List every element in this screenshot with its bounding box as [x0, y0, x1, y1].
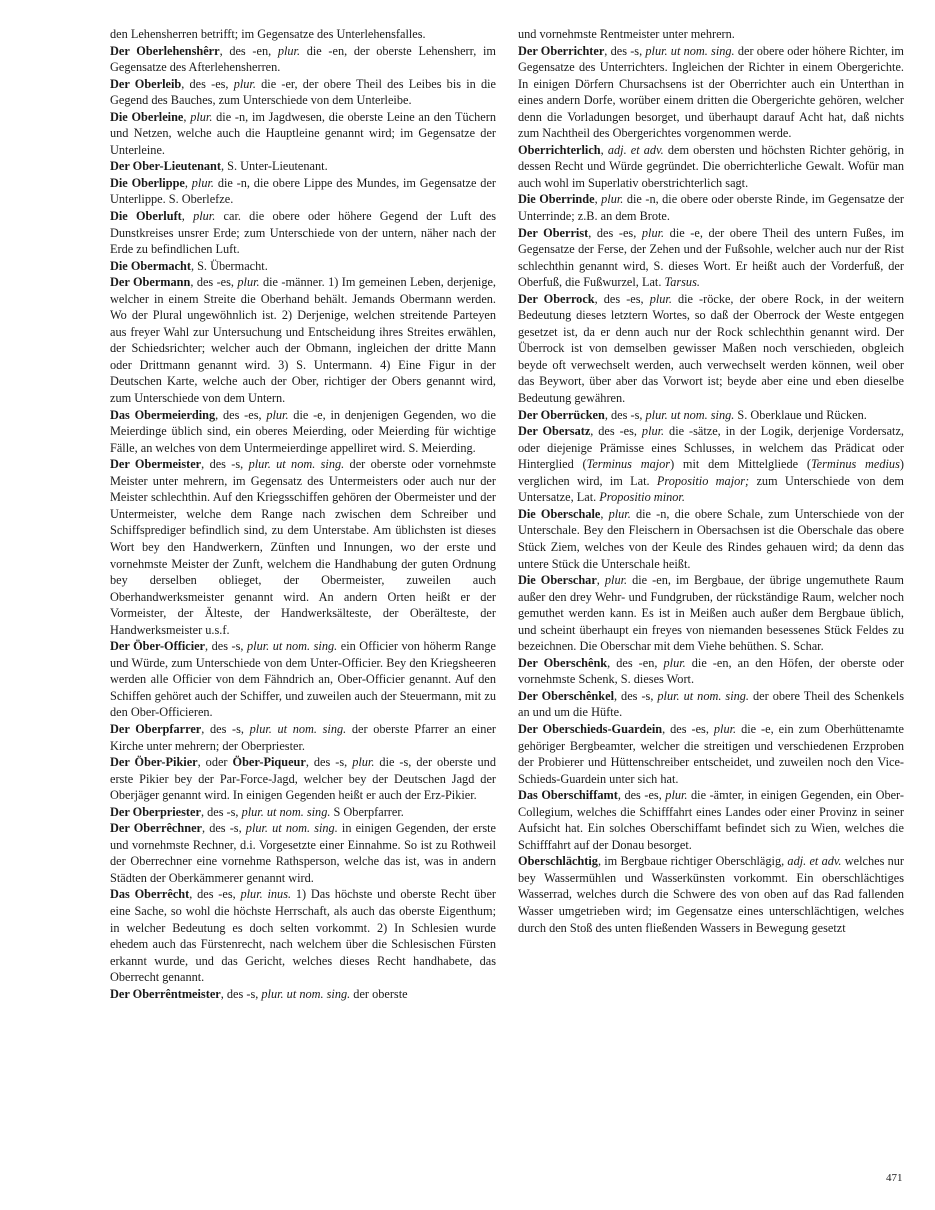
entry-text: die -e, in denjenigen Gegenden, wo die Meierdinge üblich sind, ein oberes Meierding, oder Meierding für wichtige Fälle, an welches von dem Untermeierdinge appelliret wird. S. Meierding.: [110, 407, 496, 455]
entry-text: , des -es,: [594, 291, 650, 306]
entry-text: der obere Theil des Schenkels an und um die Hüfte.: [518, 688, 904, 720]
entry-text: den Lehensherren betrifft; im Gegensatze des Unterlehensfalles.: [110, 27, 426, 41]
entry-text: ,: [183, 109, 191, 124]
entry-text: die -e, ein zum Oberhüttenamte gehöriger Bergbeamter, welcher die streitigen und verschiedenen Erzproben der Probierer und Hüttenschreiber entscheidet, und zuweilen noch den Vice-Schieds-Guardein unter sich hat.: [518, 721, 904, 786]
entry-grammar-note: plur.: [713, 721, 737, 736]
entry-headword: Oberrichterlich: [518, 142, 601, 157]
entry-grammar-note: Terminus major: [586, 457, 671, 472]
dictionary-entry: [110, 109, 496, 159]
entry-text: , des -s,: [202, 821, 246, 836]
dictionary-entry: [110, 986, 496, 1003]
entry-headword: Der Obermann: [110, 275, 191, 290]
entry-text: S. Oberklaue und Rücken.: [734, 407, 867, 422]
dictionary-entry: [518, 225, 904, 291]
entry-text: , des -s,: [613, 688, 658, 703]
entry-text: die -e, der obere Theil des untern Fußes, im Gegensatze der Ferse, der Zehen und der Fußsohle, welcher auch nur der Rist schlechthin genannt wird, S. dieses Wort. Er heißt auch der Vorderfuß, der Oberfuß, die Fußwurzel, Lat.: [518, 225, 904, 290]
dictionary-entry: [518, 655, 904, 688]
entry-text: , des -es,: [588, 225, 642, 240]
entry-grammar-note: plur.: [233, 76, 256, 91]
dictionary-entry: [110, 258, 496, 275]
entry-text: ,: [596, 573, 605, 588]
entry-grammar-note: plur. ut nom. sing.: [657, 688, 749, 703]
entry-headword: Die Oberlippe: [110, 175, 185, 190]
dictionary-entry: [518, 423, 904, 506]
entry-grammar-note: plur.: [641, 225, 665, 240]
entry-grammar-note: plur.: [608, 506, 631, 521]
entry-text: , des -s,: [200, 804, 242, 819]
entry-text: ,: [594, 192, 602, 207]
dictionary-entry: [110, 76, 496, 109]
entry-grammar-note: Tarsus.: [664, 275, 700, 290]
entry-text: die -en, der oberste Lehensherr, im Gegensatze des Afterlehensherren.: [110, 43, 496, 75]
entry-grammar-note: plur. ut nom. sing.: [645, 407, 735, 422]
entry-headword: Der Ober-Lieutenant: [110, 159, 221, 174]
entry-text: die -n, die obere Lippe des Mundes, im Gegensatze der Unterlippe. S. Oberlefze.: [110, 175, 496, 207]
entry-text: , im Bergbaue richtiger Oberschlägig,: [597, 854, 788, 869]
dictionary-entry: [110, 43, 496, 76]
entry-text: ein Officier von höherm Range und Würde, zum Unterschiede von dem Unter-Officier. Bey den Kriegsheeren werden alle Officier von dem Fähndrich an, Ober-Officier genannt. Auf den Schiffen gehöret auch der Schiffer, und zuweilen auch der Steuermann, mit zu den Ober-Officieren.: [110, 639, 496, 720]
entry-grammar-note: plur.: [665, 788, 688, 803]
entry-headword: Der Oberpfarrer: [110, 721, 202, 736]
entry-grammar-note: plur.: [191, 175, 214, 190]
entry-headword: Der Oberleib: [110, 76, 182, 91]
entry-text: , des -s,: [201, 721, 250, 736]
entry-text: ,: [181, 209, 194, 224]
dictionary-entry: [518, 191, 904, 224]
dictionary-entry: [110, 754, 496, 804]
entry-grammar-note: adj. et adv.: [787, 854, 842, 869]
entry-grammar-note: plur.: [601, 192, 624, 207]
entry-headword: Der Oberrist: [518, 225, 589, 240]
entry-text: die -röcke, der obere Rock, in der weitern Bedeutung dieses letztern Wortes, so daß der Oberrock der Weste entgegen gesetzet ist, da er denn auch nur der Rock schlechthin genannt wird. Der Überrock ist von demselben gewisser Maßen noch verschieden, obgleich beyde oft verwechselt werden, auch verwechselt werden können, weil ober das Beywort, über aber das Vorwort ist; beyde aber eine und eben dieselbe Bedeutung gewähren.: [518, 291, 905, 406]
entry-headword: Der Obersatz: [518, 424, 591, 439]
entry-headword: Der Oberrichter: [518, 43, 605, 58]
entry-grammar-note: plur.: [663, 655, 686, 670]
entry-grammar-note: plur. ut nom. sing.: [247, 639, 338, 654]
entry-text: ,: [184, 175, 192, 190]
entry-grammar-note: plur. ut nom. sing.: [249, 721, 347, 736]
entry-text: , des -s,: [205, 639, 248, 654]
entry-grammar-note: adj. et adv.: [607, 142, 664, 157]
entry-text: die -en, an den Höfen, der oberste oder vornehmste Schenk, S. dieses Wort.: [518, 655, 905, 687]
entry-text: car. die obere oder höhere Gegend der Luft des Dunstkreises unsrer Erde; zum Unterschiede von der untern, näher nach der Erde zu befindlichen Luft.: [110, 209, 496, 257]
entry-headword: Der Oberschênk: [518, 655, 608, 670]
entry-grammar-note: plur.: [193, 209, 216, 224]
entry-text: , des -es,: [617, 788, 666, 803]
entry-headword: Das Oberschiffamt: [518, 788, 618, 803]
entry-grammar-note: plur. ut nom. sing.: [241, 804, 331, 819]
entry-grammar-note: plur. ut nom. sing.: [245, 821, 338, 836]
entry-headword: Die Oberluft: [110, 209, 182, 224]
dictionary-entry: [518, 142, 904, 192]
entry-text: der oberste Pfarrer an einer Kirche unter mehrern; der Oberpriester.: [110, 721, 496, 753]
entry-grammar-note: Propositio major;: [656, 473, 750, 488]
entry-text: der oberste oder vornehmste Meister unter mehrern, im Gegensatz des Untermeisters oder auch nur der Meister schlechthin. Auf den Kriegsschiffen gehören der Obermeister und der Untermeister, welche dem Range nach zwischen dem Schreiber und Schiffsprediger befindlich sind, zu dem Unterstabe. Am üblichsten ist dieses Wort bey den Handwerkern, Zünften und Innungen, wo der erste und vornehmste Meister der Zunft, welchem die Handhabung der guten Ordnung bey derselben oblieget, der Obermeister, zuweilen auch Oberhandwerksmeister genannt wird. An andern Orten heißt er der Vormeister, der Älteste, der Handwerksälteste, der Oberälteste, der Handwerksmeister u.s.f.: [110, 457, 496, 637]
entry-text: die -ämter, in einigen Gegenden, ein Ober-Collegium, welches die Schifffahrt eines Landes oder einer Provinz in seiner Aufsicht hat. Ein solches Oberschiffamt befindet sich zu Wien, welches die Schifffahrt auf der Donau besorget.: [518, 788, 904, 852]
page-number: 471: [886, 1172, 903, 1184]
dictionary-entry: [518, 721, 904, 787]
dictionary-entry: [518, 787, 904, 853]
entry-text: in einigen Gegenden, der erste und vornehmste Rechner, d.i. Vorgesetzte einer Einnahme. So ist zu Rothweil der Oberrechner eine vornehme Rathsperson, welche das ist, was in andern Städten der Oberkämmerer genannt wird.: [110, 821, 497, 885]
left-column: [110, 26, 496, 1002]
dictionary-entry: [110, 886, 496, 985]
entry-headword: Der Oberrêchner: [110, 821, 202, 836]
entry-headword: Das Obermeierding: [110, 407, 216, 422]
dictionary-entry: [110, 274, 496, 406]
entry-text: ) verglichen wird, im Lat.: [518, 457, 904, 488]
entry-text: , des -es,: [215, 407, 267, 422]
entry-headword: Der Oberrêntmeister: [110, 986, 221, 1001]
entry-headword: Der Oberschieds-Guardein: [518, 721, 663, 736]
entry-grammar-note: Propositio minor.: [599, 490, 685, 505]
entry-text: der oberste: [350, 986, 408, 1001]
entry-text: die -männer. 1) Im gemeinen Leben, derjenige, welcher in einem Streite die Oberhand behält. Jemands Obermann werden. Wo der Plural ungewöhnlich ist. 2) Derjenige, welchen streitende Parteyen aus freyer Wahl zur Untersuchung und Entscheidung ihres Streites erwählen, der Schiedsrichter; welcher auch der Obmann, ingleichen der dritte Mann oder Drittmann genannt wird. 3) S. Untermann. 4) Eine Figur in der Deutschen Karte, welche auch der Ober, richtiger der Obers genannt wird, zum Unterschiede von dem Untern.: [110, 275, 496, 406]
entry-headword: Das Oberrêcht: [110, 887, 190, 902]
entry-text: , des -s,: [604, 43, 646, 58]
entry-text: , des -es,: [190, 275, 238, 290]
entry-headword: Der Oberschênkel: [518, 688, 614, 703]
entry-headword: Der Öber-Pikier: [110, 755, 198, 770]
entry-text: die -n, im Jagdwesen, die oberste Leine an den Tüchern und Netzen, welche auch die Hauptleine genannt wird; im Gegensatze der Unterleine.: [110, 109, 496, 157]
entry-grammar-note: plur.: [277, 43, 301, 58]
entry-grammar-note: plur.: [266, 407, 289, 422]
entry-text: welches nur bey Wassermühlen und Wasserkünsten vorkommt. Ein oberschlächtiges Wasserrad, welches durch die Schwere des von oben auf das Rad fallenden Wasser umgetrieben wird; im Gegensatze eines unterschlächtigen, welches durch den Stoß des unten fließenden Wassers in Bewegung gesetzt: [518, 854, 904, 935]
entry-headword: Der Öber-Officier: [110, 639, 206, 654]
entry-text: zum Unterschiede von dem Untersatze, Lat.: [518, 473, 904, 505]
entry-grammar-note: plur.: [641, 424, 665, 439]
entry-text: die -n, die obere oder oberste Rinde, im Gegensatze der Unterrinde; z.B. an dem Brote.: [518, 192, 904, 224]
dictionary-entry: [518, 407, 904, 424]
entry-text: die -en, im Bergbaue, der übrige ungemuthete Raum außer den drey Wehr- und Fundgruben, der rückständige Raum, welcher noch gemuthet werden kann. Es ist in Meißen auch außer dem Bergbaue üblich, und scheint überhaupt ein freyes von niemanden besessenes Stück Feldes zu bezeichnen. Die Oberschar mit dem Viehe behüthen. S. Schar.: [518, 573, 904, 654]
entry-text: ,: [600, 506, 609, 521]
entry-text: die -sätze, in der Logik, derjenige Vordersatz, oder diejenige Prämisse eines Schlusses, in welchem das Prädicat oder Hinterglied (: [518, 424, 904, 472]
dictionary-entry: [110, 456, 496, 638]
entry-text: , S. Übermacht.: [190, 258, 268, 273]
entry-text: der obere oder höhere Richter, im Gegensatze des Unterrichters. Ingleichen der Richter in einem Obergerichte. In einigen Dörfern Chursachsens ist der Oberrichter auch ein Unterthan in eines andern Dorfe, worüber einem dritten die Obergerichte gehören, welcher denn die Vorladungen besorget, und überhaupt darauf Acht hat, daß nichts zum Nachtheil des Obergerichtes vorgenommen werde.: [518, 43, 904, 141]
entry-text: und vornehmste Rentmeister unter mehrern.: [518, 27, 735, 41]
entry-text: die -er, der obere Theil des Leibes bis in die Gegend des Bauches, zum Unterschiede von dem Unterleibe.: [110, 76, 497, 108]
entry-grammar-note: plur.: [604, 573, 628, 588]
dictionary-entry: [110, 407, 496, 457]
entry-text: ) mit dem Mittelgliede (: [670, 457, 811, 472]
entry-text: S Oberpfarrer.: [330, 804, 404, 819]
entry-headword: Der Oberpriester: [110, 804, 201, 819]
entry-text: , des -es,: [590, 424, 642, 439]
entry-headword: Der Oberrock: [518, 291, 595, 306]
right-column: [518, 26, 904, 936]
dictionary-entry: [110, 158, 496, 175]
dictionary-entry: [110, 721, 496, 754]
entry-grammar-note: plur. inus.: [240, 887, 292, 902]
entry-grammar-note: plur.: [649, 291, 672, 306]
dictionary-entry: [518, 572, 904, 655]
dictionary-entry: [110, 175, 496, 208]
entry-grammar-note: plur. ut nom. sing.: [645, 43, 735, 58]
entry-text: , oder: [197, 755, 233, 770]
entry-headword: Öber-Piqueur: [232, 755, 306, 770]
entry-headword: Die Oberleine: [110, 109, 184, 124]
dictionary-entry: [110, 820, 496, 886]
entry-headword: Der Obermeister: [110, 457, 202, 472]
dictionary-entry: [110, 804, 496, 821]
entry-headword: Der Oberrücken: [518, 407, 605, 422]
entry-text: , des -es,: [181, 76, 234, 91]
dictionary-entry: [110, 208, 496, 258]
entry-text: , S. Unter-Lieutenant.: [221, 159, 328, 174]
entry-grammar-note: plur.: [352, 755, 375, 770]
entry-text: , des -es,: [189, 887, 241, 902]
entry-grammar-note: plur.: [237, 275, 260, 290]
entry-text: 1) Das höchste und oberste Recht über eine Sache, so wohl die höchste Herrschaft, als auch das oberste Eigenthum; in welcher Bedeutung es doch selten vorkommt. 2) In Schlesien wurde ehedem auch das Fürstenrecht, nach welchem über die Schlesischen Fürsten erkannt wurde, und das Gericht, welches dieses Recht handhabete, das Oberrecht genannt.: [110, 887, 496, 985]
entry-text: , des -s,: [305, 755, 353, 770]
entry-headword: Die Oberrinde: [518, 192, 595, 207]
entry-grammar-note: plur.: [190, 109, 213, 124]
entry-text: dem obersten und höchsten Richter gehörig, in dessen Recht und Würde gegründet. Die oberrichterliche Gewalt. Wofür man auch wohl im Superlativ oberstrichterlich sagt.: [518, 142, 904, 190]
dictionary-entry: [518, 26, 904, 43]
dictionary-entry: [518, 688, 904, 721]
entry-text: ,: [600, 142, 608, 157]
dictionary-entry: [518, 506, 904, 572]
dictionary-entry: [110, 638, 496, 721]
entry-grammar-note: Terminus medius: [810, 457, 900, 472]
entry-headword: Die Oberschar: [518, 573, 597, 588]
entry-text: die -s, der oberste und erste Pikier bey der Par-Force-Jagd, welcher bey der Deutschen Jagd der Oberjäger genannt wird. In einigen Gegenden heißt er auch der Erz-Pikier.: [110, 755, 496, 803]
entry-text: , des -es,: [662, 721, 714, 736]
entry-grammar-note: plur. ut nom. sing.: [248, 457, 345, 472]
dictionary-entry: [110, 26, 496, 43]
entry-headword: Die Oberschale: [518, 506, 601, 521]
entry-headword: Der Oberlehenshêrr: [110, 43, 220, 58]
dictionary-entry: [518, 291, 904, 407]
entry-text: , des -s,: [220, 986, 262, 1001]
entry-headword: Oberschlächtig: [518, 854, 598, 869]
entry-text: die -n, die obere Schale, zum Unterschiede von der Unterschale. Bey den Fleischern in Obersachsen ist die Oberschale das obere Stück Ziem, welches von der Keule des Rindes gehauen wird; da denn das untere Stück die Unterschale heißt.: [518, 506, 904, 571]
entry-grammar-note: plur. ut nom. sing.: [261, 986, 351, 1001]
dictionary-entry: [518, 43, 904, 142]
entry-text: , des -s,: [604, 407, 646, 422]
entry-text: , des -en,: [219, 43, 278, 58]
entry-text: , des -en,: [607, 655, 664, 670]
dictionary-entry: [518, 853, 904, 936]
entry-text: , des -s,: [201, 457, 249, 472]
entry-headword: Die Obermacht: [110, 258, 191, 273]
